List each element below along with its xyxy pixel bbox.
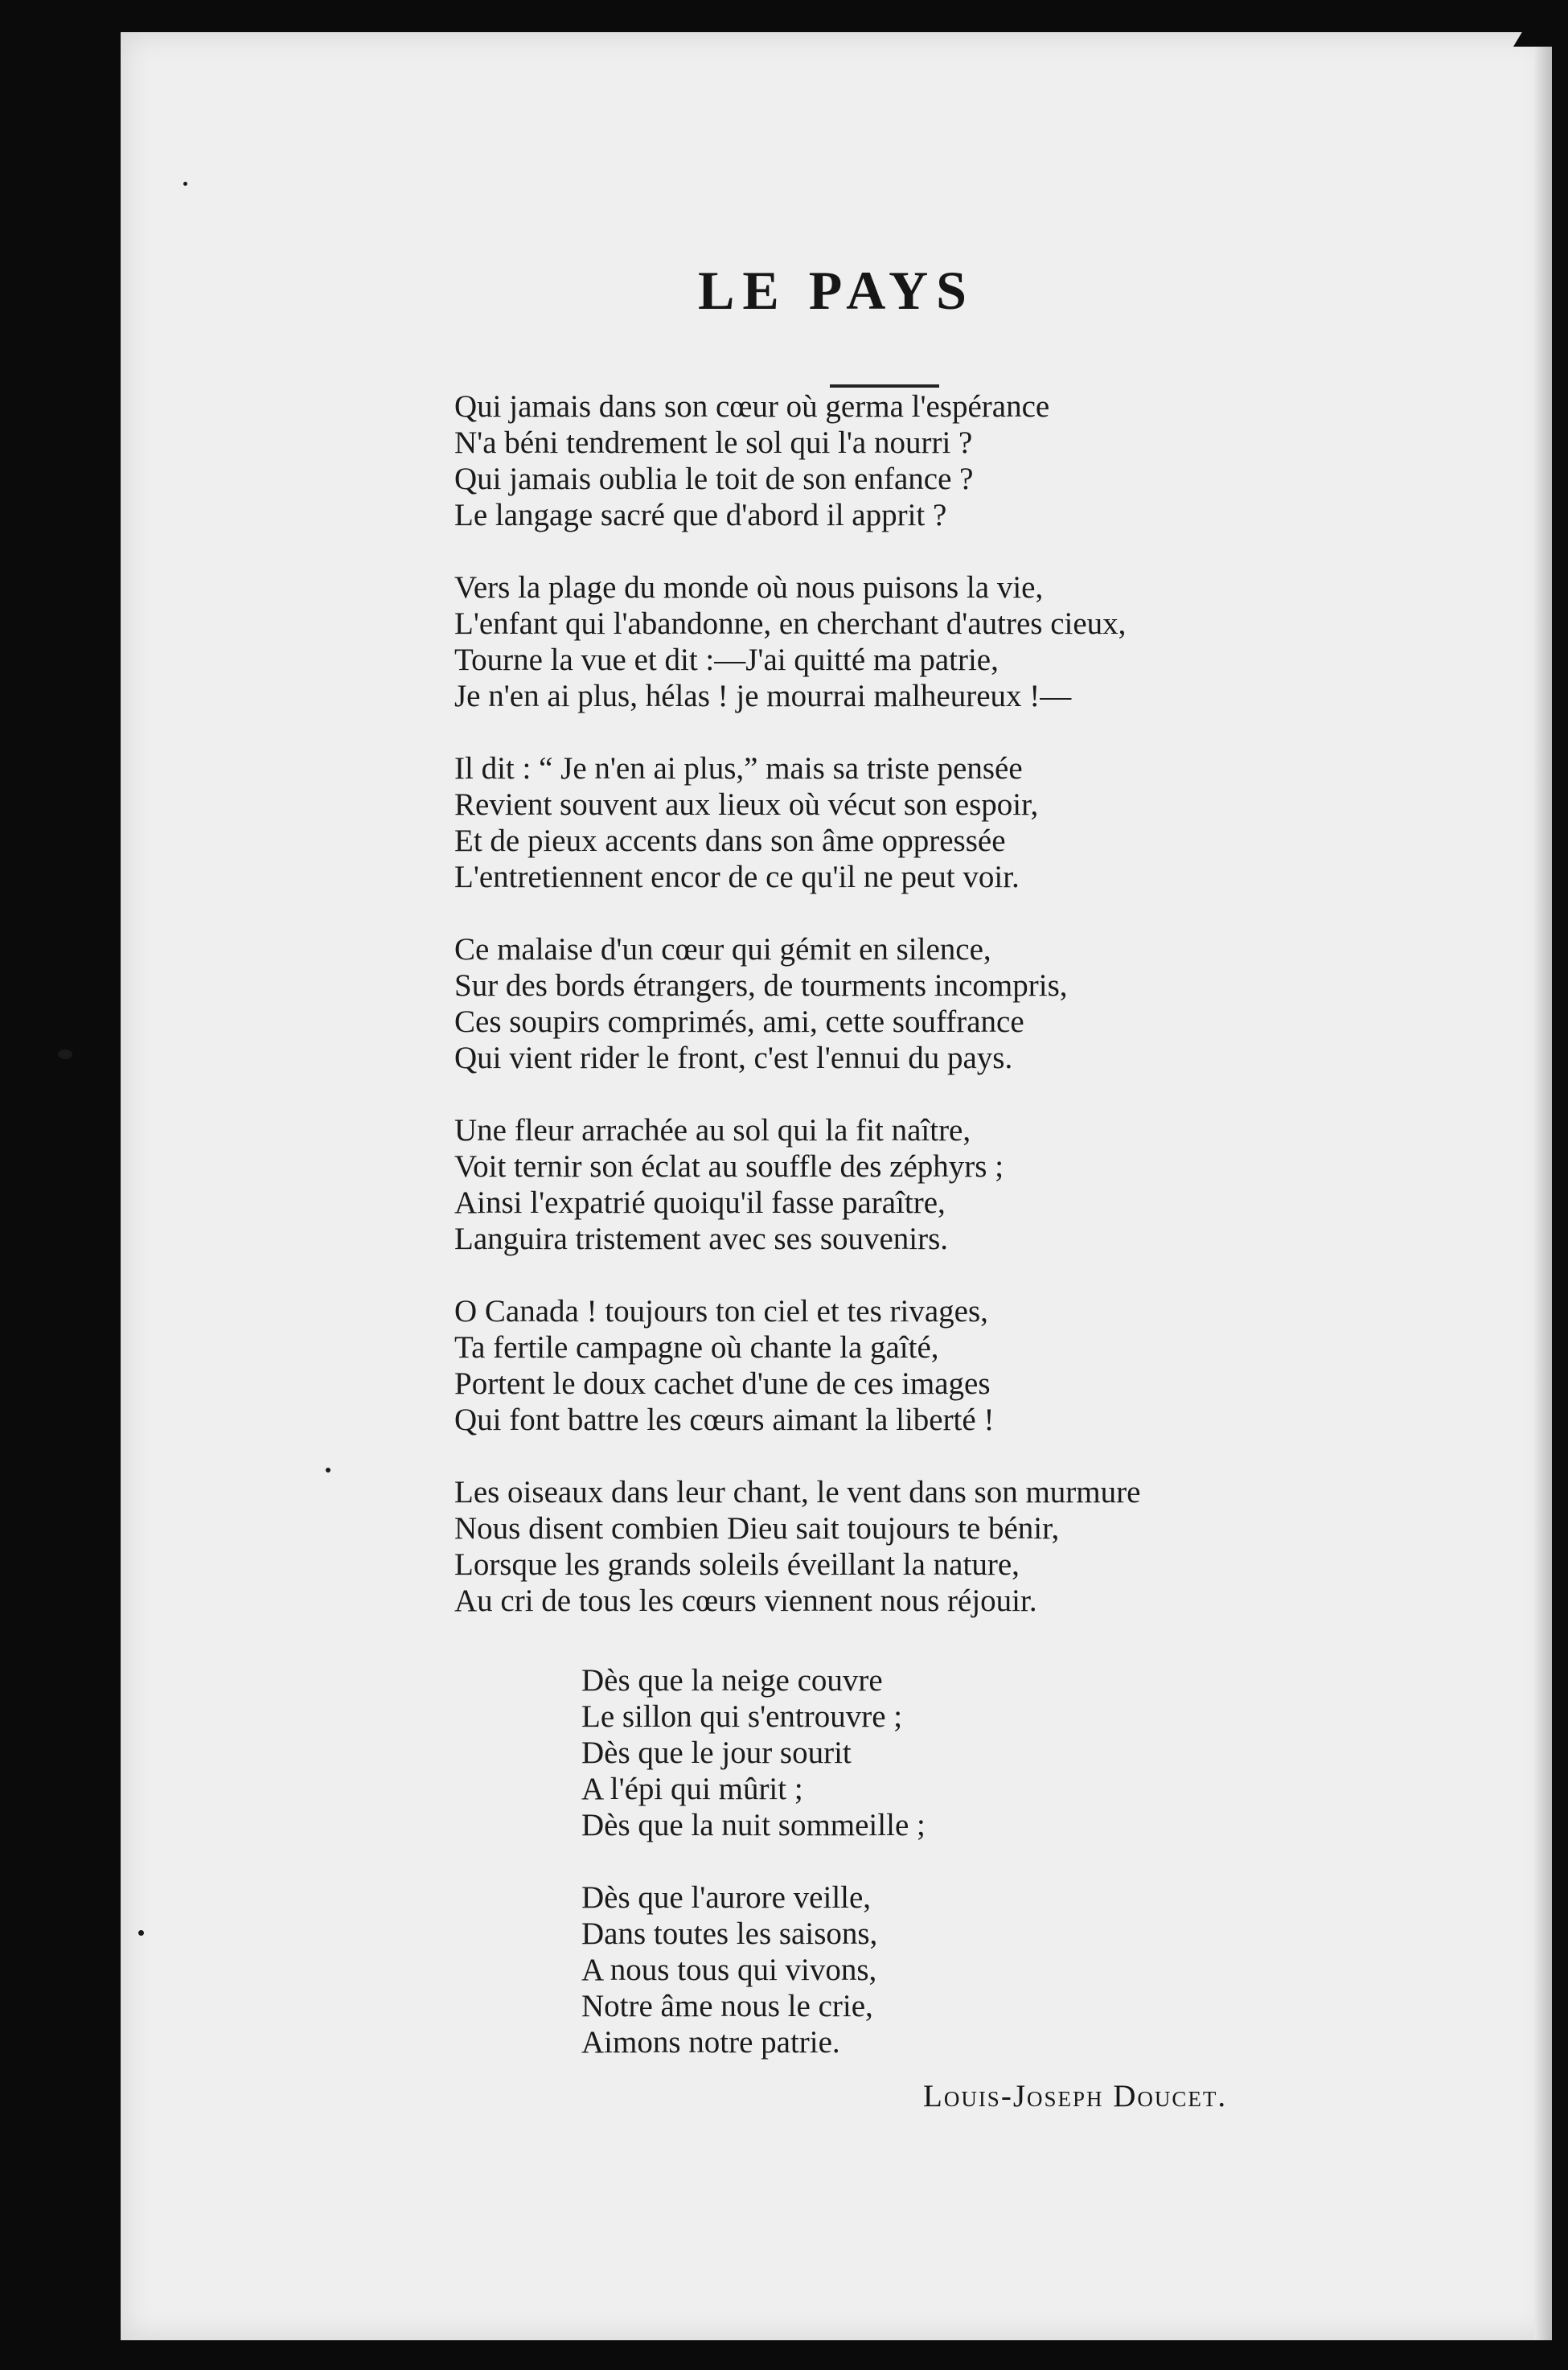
poem-title: LE PAYS <box>698 260 975 321</box>
stanza <box>454 1474 1419 1619</box>
verse-line: Ainsi l'expatrié quoiqu'il fasse paraître, <box>454 1185 946 1220</box>
verse-line: Revient souvent aux lieux où vécut son espoir, <box>454 787 1039 822</box>
poem-refrain <box>581 1662 1305 2097</box>
verse-line: Ces soupirs comprimés, ami, cette souffrance <box>454 1004 1024 1039</box>
scan-speck <box>326 1468 330 1473</box>
verse-line: L'enfant qui l'abandonne, en cherchant d'autres cieux, <box>454 606 1127 641</box>
verse-line: Dès que le jour sourit <box>581 1735 852 1770</box>
stanza <box>454 388 1419 533</box>
verse-line: Qui font battre les cœurs aimant la liberté ! <box>454 1403 995 1437</box>
verse-line: Je n'en ai plus, hélas ! je mourrai malheureux !— <box>454 679 1072 713</box>
verse-line: Sur des bords étrangers, de tourments incompris, <box>454 968 1068 1003</box>
verse-line: Languira tristement avec ses souvenirs. <box>454 1222 949 1256</box>
verse-line: Nous disent combien Dieu sait toujours te bénir, <box>454 1511 1060 1546</box>
verse-line: Dans toutes les saisons, <box>581 1916 878 1951</box>
verse-line: A l'épi qui mûrit ; <box>581 1772 803 1806</box>
verse-line: Portent le doux cachet d'une de ces images <box>454 1366 991 1401</box>
stanza <box>581 1879 1305 2060</box>
verse-line: N'a béni tendrement le sol qui l'a nourri ? <box>454 425 973 460</box>
torn-corner-mark <box>1513 0 1562 47</box>
scan-speck <box>58 1049 72 1059</box>
verse-line: Qui jamais dans son cœur où germa l'espérance <box>454 389 1050 424</box>
verse-line: Il dit : “ Je n'en ai plus,” mais sa triste pensée <box>454 751 1023 786</box>
verse-line: Ce malaise d'un cœur qui gémit en silence, <box>454 932 991 967</box>
verse-line: Dès que la neige couvre <box>581 1663 883 1698</box>
verse-line: Le sillon qui s'entrouvre ; <box>581 1699 903 1734</box>
stanza <box>454 931 1419 1076</box>
verse-line: Le langage sacré que d'abord il apprit ? <box>454 498 947 532</box>
stanza <box>454 1293 1419 1438</box>
verse-line: Dès que l'aurore veille, <box>581 1880 872 1915</box>
poem-body <box>454 388 1419 1655</box>
verse-line: Voit ternir son éclat au souffle des zéphyrs ; <box>454 1149 1004 1184</box>
verse-line: Notre âme nous le crie, <box>581 1989 873 2023</box>
stanza <box>454 750 1419 895</box>
verse-line: Au cri de tous les cœurs viennent nous réjouir. <box>454 1583 1037 1618</box>
title-rule <box>830 384 939 388</box>
verse-line: Tourne la vue et dit :—J'ai quitté ma patrie, <box>454 643 999 677</box>
verse-line: O Canada ! toujours ton ciel et tes rivages, <box>454 1294 988 1329</box>
author-signature: Louis-Joseph Doucet. <box>923 2079 1228 2113</box>
stanza <box>454 1112 1419 1257</box>
verse-line: L'entretiennent encor de ce qu'il ne peut voir. <box>454 860 1020 894</box>
verse-line: Lorsque les grands soleils éveillant la nature, <box>454 1547 1020 1582</box>
verse-line: Dès que la nuit sommeille ; <box>581 1808 926 1842</box>
verse-line: Les oiseaux dans leur chant, le vent dans son murmure <box>454 1475 1141 1509</box>
stanza <box>581 1662 1305 1843</box>
verse-line: Une fleur arrachée au sol qui la fit naître, <box>454 1113 971 1148</box>
verse-line: Vers la plage du monde où nous puisons la vie, <box>454 570 1044 605</box>
verse-line: Qui vient rider le front, c'est l'ennui du pays. <box>454 1041 1013 1075</box>
verse-line: Et de pieux accents dans son âme oppressée <box>454 824 1006 858</box>
verse-line: Qui jamais oublia le toit de son enfance ? <box>454 462 974 496</box>
scan-speck <box>138 1930 144 1936</box>
verse-line: Aimons notre patrie. <box>581 2025 840 2060</box>
scan-speck <box>183 182 187 186</box>
verse-line: Ta fertile campagne où chante la gaîté, <box>454 1330 939 1365</box>
verse-line: A nous tous qui vivons, <box>581 1953 877 1987</box>
stanza <box>454 569 1419 714</box>
